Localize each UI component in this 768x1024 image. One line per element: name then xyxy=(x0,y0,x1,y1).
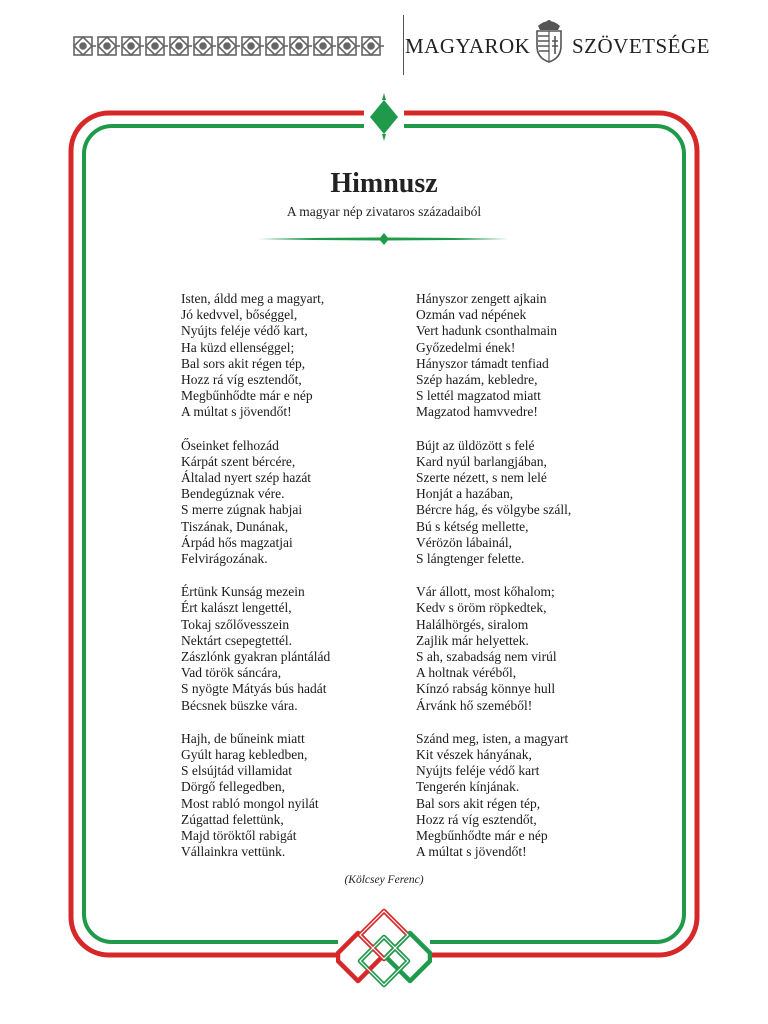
poem-line: Honját a hazában, xyxy=(416,486,514,502)
poem-line: Őseinket felhozád xyxy=(181,437,279,453)
poem-line: Bal sors akit régen tép, xyxy=(416,795,541,811)
poem-line: Értünk Kunság mezein xyxy=(181,584,305,600)
poem-stanza xyxy=(416,731,646,861)
poem-stanza xyxy=(181,291,411,421)
poem-line: S elsújtád villamidat xyxy=(181,763,292,779)
poem-line: Nektárt csepegtettél. xyxy=(181,632,292,648)
folk-ornament-icon xyxy=(72,34,394,58)
poem-line: Bú s kétség mellette, xyxy=(416,518,529,534)
poem-line: Vad török sáncára, xyxy=(181,665,282,681)
poem-line: Isten, áldd meg a magyart, xyxy=(181,291,325,306)
poem-line: S merre zúgnak habjai xyxy=(181,502,303,518)
poem-line: Hányszor zengett ajkain xyxy=(416,291,547,306)
poem-line: Majd töröktől rabigát xyxy=(181,828,297,844)
poem-line: Kárpát szent bércére, xyxy=(181,453,296,469)
poem-line: Hozz rá víg esztendőt, xyxy=(416,811,537,827)
poem-stanza xyxy=(416,291,646,421)
poem-line: Hozz rá víg esztendőt, xyxy=(181,372,302,388)
poem-line: S ah, szabadság nem virúl xyxy=(416,649,557,665)
poem-stanza xyxy=(416,584,646,714)
poem-line: Nyújts feléje védő kart, xyxy=(181,323,308,339)
poem-line: Megbűnhődte már e nép xyxy=(181,388,313,404)
poem-line: Vérözön lábainál, xyxy=(416,534,512,550)
poem-stanza xyxy=(181,438,411,568)
poem-line: S lángtenger felette. xyxy=(416,551,525,567)
poem-line: Bércre hág, és völgybe száll, xyxy=(416,502,572,518)
poem-line: Szerte nézett, s nem lelé xyxy=(416,470,547,486)
poem-line: A múltat s jövendőt! xyxy=(181,404,292,420)
brand-logo xyxy=(405,30,710,62)
poem-line: Ha küzd ellenséggel; xyxy=(181,339,295,355)
poem-line: Kard nyúl barlangjában, xyxy=(416,453,547,469)
poem-line: Bendegúznak vére. xyxy=(181,486,285,502)
header-divider xyxy=(403,15,404,75)
poem-line: S nyögte Mátyás bús hadát xyxy=(181,681,327,697)
poem-line: Megbűnhődte már e nép xyxy=(416,828,548,844)
poem-line: Árpád hős magzatjai xyxy=(181,534,293,550)
poem-line: Kínzó rabság könnye hull xyxy=(416,681,556,697)
poem-line: Magzatod hamvvedre! xyxy=(416,404,538,420)
poem-line: Halálhörgés, siralom xyxy=(416,616,529,632)
poem-line: Vállainkra vettünk. xyxy=(181,844,286,860)
poem-line: Dörgő fellegedben, xyxy=(181,779,285,795)
page-header xyxy=(0,0,768,90)
poem-line: Tokaj szőlővesszein xyxy=(181,616,290,632)
poem-line: S lettél magzatod miatt xyxy=(416,388,541,404)
poem-line: Hajh, de bűneink miatt xyxy=(181,730,305,746)
poem-line: A holtnak véréből, xyxy=(416,665,517,681)
brand-name-left: MAGYAROK xyxy=(405,34,531,58)
poem-line: Zúgattad felettünk, xyxy=(181,811,284,827)
poem-column-left xyxy=(181,291,411,878)
poem-line: Általad nyert szép hazát xyxy=(181,470,312,486)
poem-line: Tiszának, Dunának, xyxy=(181,518,289,534)
poem-stanza xyxy=(416,438,646,568)
poem-line: Bécsnek büszke vára. xyxy=(181,697,298,713)
poem-subtitle: A magyar nép zivataros századaiból xyxy=(286,204,482,219)
poem-line: Győzedelmi ének! xyxy=(416,339,516,355)
poem-line: Kit vészek hányának, xyxy=(416,747,532,763)
poem-line: Tengerén kínjának. xyxy=(416,779,520,795)
poem-line: Ért kalászt lengettél, xyxy=(181,600,292,616)
brand-name-right: SZÖVETSÉGE xyxy=(572,34,710,58)
poem-line: Vár állott, most kőhalom; xyxy=(416,584,555,600)
poem-line: Bújt az üldözött s felé xyxy=(416,437,535,453)
poem-line: Gyúlt harag kebledben, xyxy=(181,747,308,763)
poem-line: Zajlik már helyettek. xyxy=(416,632,529,648)
poem-line: Zászlónk gyakran plántálád xyxy=(181,649,331,665)
knot-ornament-icon xyxy=(336,907,432,989)
poem-line: Vert hadunk csonthalmain xyxy=(416,323,557,339)
poem-title: Himnusz xyxy=(330,168,438,199)
poem-line: Bal sors akit régen tép, xyxy=(181,355,306,371)
poem-column-right xyxy=(416,291,646,878)
poem-line: Most rabló mongol nyilát xyxy=(181,795,319,811)
poem-line: Ozmán vad népének xyxy=(416,307,527,323)
poem-line: Szánd meg, isten, a magyart xyxy=(416,730,569,746)
diamond-ornament-icon xyxy=(364,93,404,141)
poem-line: A múltat s jövendőt! xyxy=(416,844,527,860)
coat-of-arms-icon xyxy=(530,16,568,64)
poem-line: Szép hazám, kebledre, xyxy=(416,372,538,388)
poem-stanza xyxy=(181,731,411,861)
poem-line: Hányszor támadt tenfiad xyxy=(416,355,549,371)
poem-line: Kedv s öröm röpkedtek, xyxy=(416,600,547,616)
poem-line: Árvánk hő szeméből! xyxy=(416,697,533,713)
poem-stanza xyxy=(181,584,411,714)
poem-line: Felvirágozának. xyxy=(181,551,268,567)
title-divider xyxy=(258,230,510,248)
poem-line: Nyújts feléje védő kart xyxy=(416,763,540,779)
poem-line: Jó kedvvel, bőséggel, xyxy=(181,307,298,323)
poem-author: (Kölcsey Ferenc) xyxy=(344,874,424,886)
